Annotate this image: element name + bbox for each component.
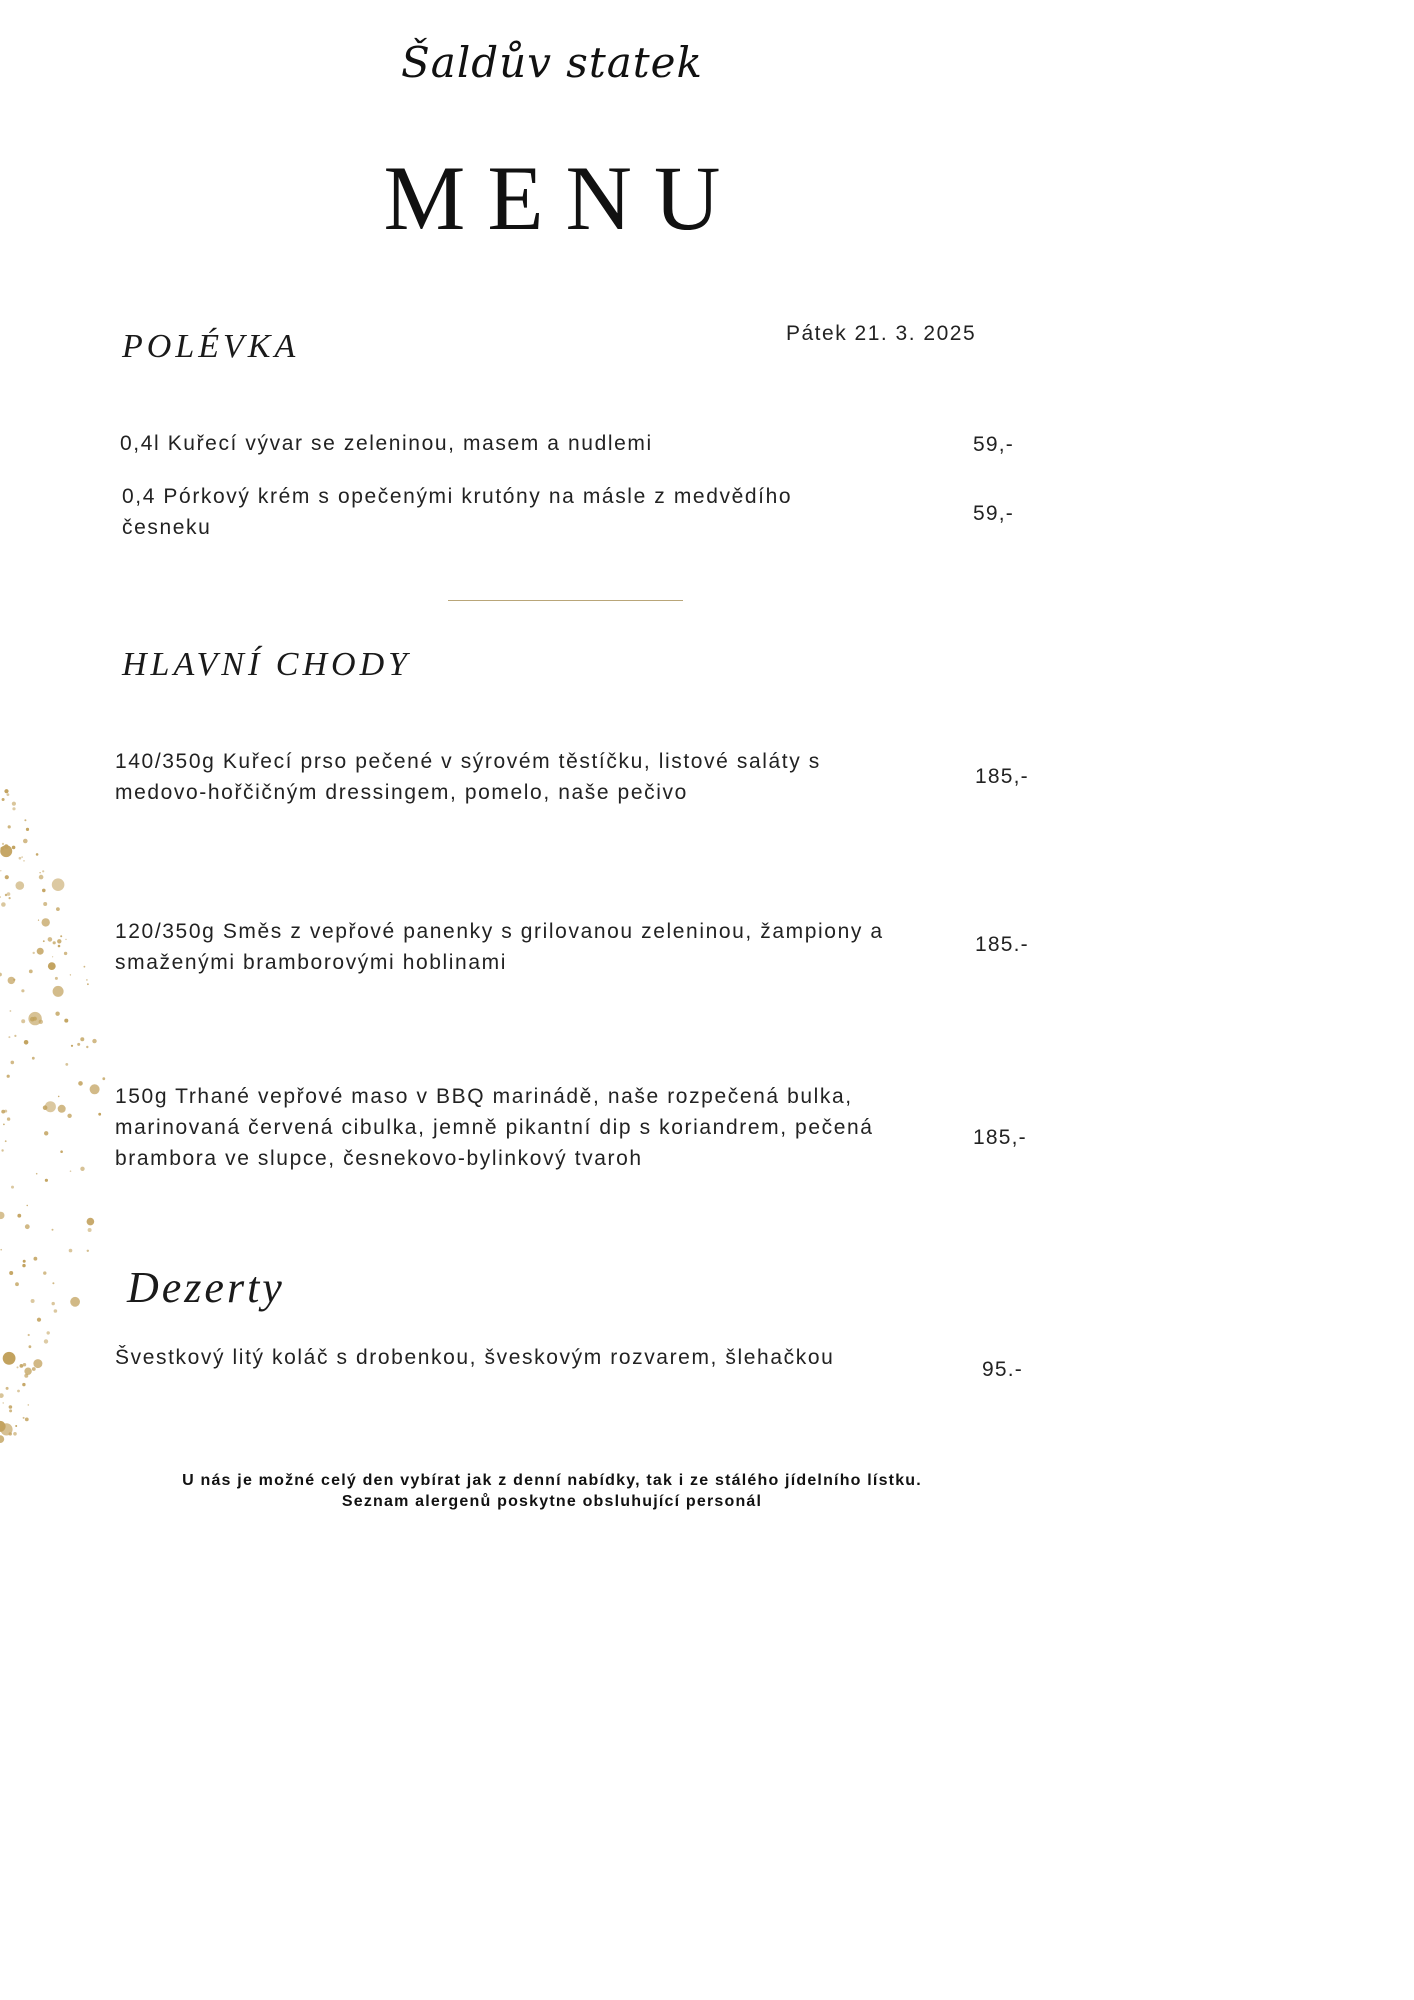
gold-speckle [58, 1105, 66, 1113]
gold-speckle [56, 907, 60, 911]
gold-speckle [0, 845, 12, 857]
gold-speckle [57, 939, 61, 943]
gold-speckle [23, 860, 24, 861]
menu-item-price: 185,- [975, 765, 1029, 788]
gold-speckle [45, 1179, 48, 1182]
gold-speckle [9, 1271, 13, 1275]
gold-speckle [0, 1249, 2, 1251]
gold-speckle [39, 875, 44, 880]
gold-speckle [102, 1077, 105, 1080]
menu-item-price: 59,- [973, 502, 1014, 525]
gold-speckle [42, 918, 50, 926]
gold-speckle [26, 828, 29, 831]
gold-speckle [38, 920, 39, 921]
gold-speckle [9, 1405, 13, 1409]
gold-speckle [58, 945, 61, 948]
gold-speckle [80, 1037, 84, 1041]
gold-speckle [15, 881, 24, 890]
gold-speckle [12, 802, 16, 806]
gold-speckle [33, 1359, 42, 1368]
gold-speckle [98, 1113, 101, 1116]
gold-speckle [69, 1249, 73, 1253]
gold-speckle [1, 1110, 5, 1114]
section-title-soup: POLÉVKA [122, 328, 300, 365]
menu-item-price: 95.- [982, 1358, 1023, 1381]
gold-speckle [36, 1173, 38, 1175]
gold-speckle [54, 1309, 58, 1313]
gold-speckle [0, 973, 2, 977]
gold-speckle [3, 1402, 4, 1403]
menu-title: MENU [383, 147, 743, 249]
gold-speckle [34, 1257, 38, 1261]
gold-speckle [12, 807, 15, 810]
gold-speckle [24, 1040, 29, 1045]
gold-speckle [64, 952, 67, 955]
gold-speckle [33, 952, 35, 954]
gold-speckle [21, 989, 24, 992]
footer-line-2: Seznam alergenů poskytne obsluhující personál [341, 1493, 763, 1510]
gold-speckle [17, 1366, 19, 1368]
gold-speckle [28, 1334, 30, 1336]
gold-speckle [42, 889, 46, 893]
gold-speckle [2, 798, 5, 801]
gold-speckle [17, 1214, 21, 1218]
gold-speckle [52, 1302, 55, 1305]
gold-speckle [70, 1170, 72, 1172]
gold-speckle [44, 1131, 48, 1135]
gold-speckle [24, 1374, 28, 1378]
gold-speckle [37, 948, 44, 955]
gold-speckle [77, 1043, 80, 1046]
menu-item-name: 0,4l Kuřecí vývar se zeleninou, masem a nudlemi [120, 432, 653, 455]
gold-speckle [23, 839, 28, 844]
gold-speckle [21, 1019, 25, 1023]
gold-speckle [37, 1318, 41, 1322]
gold-speckle [0, 896, 1, 898]
gold-speckle [52, 1282, 54, 1284]
gold-speckle [4, 789, 8, 793]
gold-speckle [87, 983, 89, 985]
gold-speckle [23, 1417, 25, 1419]
gold-speckle [24, 1368, 31, 1375]
gold-speckle [28, 1404, 30, 1406]
gold-speckle [44, 1339, 48, 1343]
menu-item-price: 185.- [975, 933, 1029, 956]
gold-speckle [92, 1039, 96, 1043]
gold-speckle [71, 1045, 73, 1047]
gold-speckle [7, 793, 10, 796]
gold-speckle [39, 1020, 43, 1024]
gold-speckle [48, 937, 53, 942]
gold-speckle [17, 1390, 20, 1393]
gold-speckle [43, 1271, 46, 1274]
gold-speckle [43, 940, 45, 942]
gold-speckle [65, 1063, 68, 1066]
gold-speckle [47, 1331, 50, 1334]
gold-speckle [1, 902, 6, 907]
menu-date: Pátek 21. 3. 2025 [786, 322, 977, 345]
gold-speckle [32, 1367, 36, 1371]
gold-speckle [7, 1117, 10, 1120]
gold-speckle [22, 1264, 25, 1267]
footer-note [0, 1470, 1104, 1512]
gold-speckle [52, 956, 53, 957]
gold-speckle [52, 1229, 54, 1231]
gold-speckle [86, 1046, 88, 1048]
gold-speckle [0, 1435, 4, 1443]
gold-speckle [12, 846, 16, 850]
gold-speckle [42, 870, 44, 872]
gold-speckle [8, 1036, 10, 1038]
menu-item-name: 0,4 Pórkový krém s opečenými krutóny na másle z medvědího česneku [122, 485, 793, 539]
gold-speckle [43, 1105, 48, 1110]
gold-speckle [9, 1409, 12, 1412]
menu-item-name: 120/350g Směs z vepřové panenky s grilovanou zeleninou, žampiony a smaženými bramborovými hoblinami [115, 920, 884, 974]
gold-speckle [25, 1418, 29, 1422]
gold-speckle [33, 1017, 37, 1021]
gold-speckle [22, 1383, 25, 1386]
gold-speckle [13, 979, 15, 981]
gold-speckle [1, 1149, 3, 1151]
gold-speckle [60, 1150, 63, 1153]
brand-logo: Šaldův statek [401, 38, 703, 87]
gold-speckle [29, 1345, 32, 1348]
section-title-main-courses: HLAVNÍ CHODY [122, 646, 412, 683]
gold-speckle [9, 897, 11, 899]
gold-speckle [23, 1363, 26, 1366]
gold-speckle [6, 1387, 9, 1390]
gold-speckle [0, 1423, 12, 1435]
gold-speckle [15, 1282, 19, 1286]
gold-speckle [55, 1012, 59, 1016]
gold-speckle [48, 962, 56, 970]
gold-speckle [15, 1425, 17, 1427]
gold-speckle [3, 1124, 5, 1126]
menu-item-name: 140/350g Kuřecí prso pečené v sýrovém těstíčku, listové saláty s medovo-hořčičným dressingem, pomelo, naše pečivo [115, 750, 821, 804]
gold-speckle [39, 872, 40, 873]
gold-speckle [13, 1432, 17, 1436]
gold-speckle [32, 1057, 35, 1060]
gold-speckle [20, 1364, 24, 1368]
gold-speckle [70, 974, 71, 975]
gold-speckle [31, 1299, 35, 1303]
gold-speckle [84, 966, 86, 968]
gold-speckle [24, 819, 26, 821]
gold-speckle [36, 853, 39, 856]
gold-speckle [87, 1250, 89, 1252]
gold-speckle [7, 1075, 10, 1078]
gold-speckle [3, 1352, 16, 1365]
gold-speckle [86, 979, 88, 981]
gold-speckle [21, 856, 22, 857]
gold-speckle [52, 878, 65, 891]
gold-speckle [0, 1212, 5, 1219]
gold-speckle [10, 1010, 12, 1012]
gold-speckle [0, 1393, 4, 1398]
gold-speckle [67, 1114, 71, 1118]
gold-speckle [65, 939, 66, 940]
gold-speckle [5, 1140, 7, 1142]
gold-speckle [55, 977, 58, 980]
gold-speckle [19, 857, 22, 860]
menu-item-name: Švestkový litý koláč s drobenkou, šveskovým rozvarem, šlehačkou [115, 1346, 835, 1369]
gold-speckle [70, 1297, 80, 1307]
gold-speckle [43, 902, 47, 906]
section-divider [448, 600, 683, 601]
gold-speckle [60, 935, 62, 937]
gold-speckle [11, 1186, 14, 1189]
footer-line-1: U nás je možné celý den vybírat jak z denní nabídky, tak i ze stálého jídelního lístku. [182, 1472, 922, 1489]
gold-speckle [5, 875, 9, 879]
gold-speckle [2, 843, 4, 845]
menu-item-price: 59,- [973, 433, 1014, 456]
gold-speckle [29, 970, 33, 974]
gold-speckle [0, 870, 1, 871]
gold-speckle [58, 1096, 60, 1098]
section-title-desserts: Dezerty [127, 1263, 285, 1312]
gold-speckle [25, 1224, 30, 1229]
gold-speckle [27, 1205, 28, 1206]
gold-speckle [8, 825, 11, 828]
gold-speckle [14, 1035, 16, 1037]
gold-speckle [7, 892, 11, 896]
gold-speckle [64, 1019, 68, 1023]
menu-item-price: 185,- [973, 1126, 1027, 1149]
gold-speckle [78, 1081, 83, 1086]
gold-speckle [11, 1061, 15, 1065]
gold-speckle [88, 1228, 92, 1232]
gold-speckle [87, 1218, 95, 1226]
gold-speckle [80, 1167, 84, 1171]
gold-speckle [23, 1260, 26, 1263]
gold-speckle [53, 986, 64, 997]
gold-speckle [90, 1084, 100, 1094]
menu-item-name: 150g Trhané vepřové maso v BBQ marinádě, naše rozpečená bulka, marinovaná červená cibulka, jemně pikantní dip s koriandrem, pečená brambora ve slupce, česnekovo-bylinkový tvaroh [115, 1085, 874, 1170]
gold-speckle [53, 941, 56, 944]
